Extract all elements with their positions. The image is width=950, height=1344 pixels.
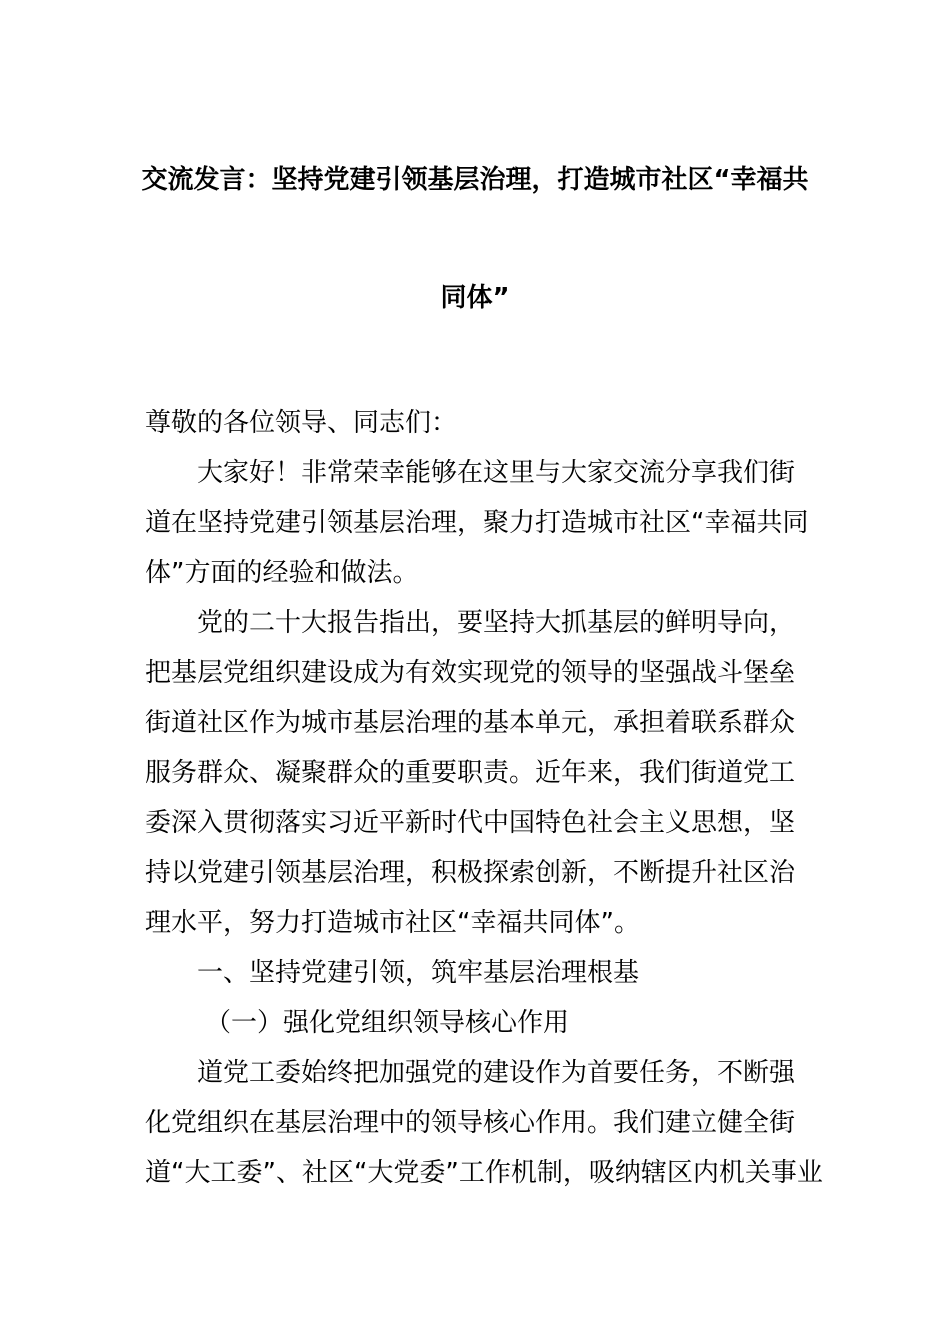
paragraph-line: 委深入贯彻落实习近平新时代中国特色社会主义思想，坚 bbox=[145, 808, 796, 838]
paragraph-line: 理水平，努力打造城市社区“幸福共同体”。 bbox=[145, 908, 640, 938]
paragraph-line: 持以党建引领基层治理，积极探索创新，不断提升社区治 bbox=[145, 858, 796, 888]
paragraph-line: 大家好！非常荣幸能够在这里与大家交流分享我们街 bbox=[197, 458, 796, 488]
paragraph-line: 化党组织在基层治理中的领导核心作用。我们建立健全街 bbox=[145, 1108, 796, 1138]
document-body bbox=[145, 403, 823, 1203]
paragraph-line: 道“大工委”、社区“大党委”工作机制，吸纳辖区内机关事业 bbox=[145, 1158, 823, 1188]
document-title-line-1: 交流发言：坚持党建引领基层治理，打造城市社区“幸福共 bbox=[141, 165, 809, 195]
paragraph-line: 把基层党组织建设成为有效实现党的领导的坚强战斗堡垒 bbox=[145, 658, 796, 688]
paragraph-line: 党的二十大报告指出，要坚持大抓基层的鲜明导向， bbox=[197, 608, 796, 638]
paragraph-line: 道党工委始终把加强党的建设作为首要任务，不断强 bbox=[197, 1058, 796, 1088]
paragraph-line: 街道社区作为城市基层治理的基本单元，承担着联系群众 bbox=[145, 708, 796, 738]
document-title-line-2: 同体” bbox=[440, 283, 510, 313]
subsection-heading: （一）强化党组织领导核心作用 bbox=[205, 1008, 570, 1038]
paragraph-line: 体”方面的经验和做法。 bbox=[145, 558, 419, 588]
paragraph-line: 道在坚持党建引领基层治理，聚力打造城市社区“幸福共同 bbox=[145, 508, 809, 538]
salutation: 尊敬的各位领导、同志们： bbox=[145, 408, 458, 438]
section-heading: 一、坚持党建引领，筑牢基层治理根基 bbox=[197, 958, 640, 988]
paragraph-line: 服务群众、凝聚群众的重要职责。近年来，我们街道党工 bbox=[145, 758, 796, 788]
